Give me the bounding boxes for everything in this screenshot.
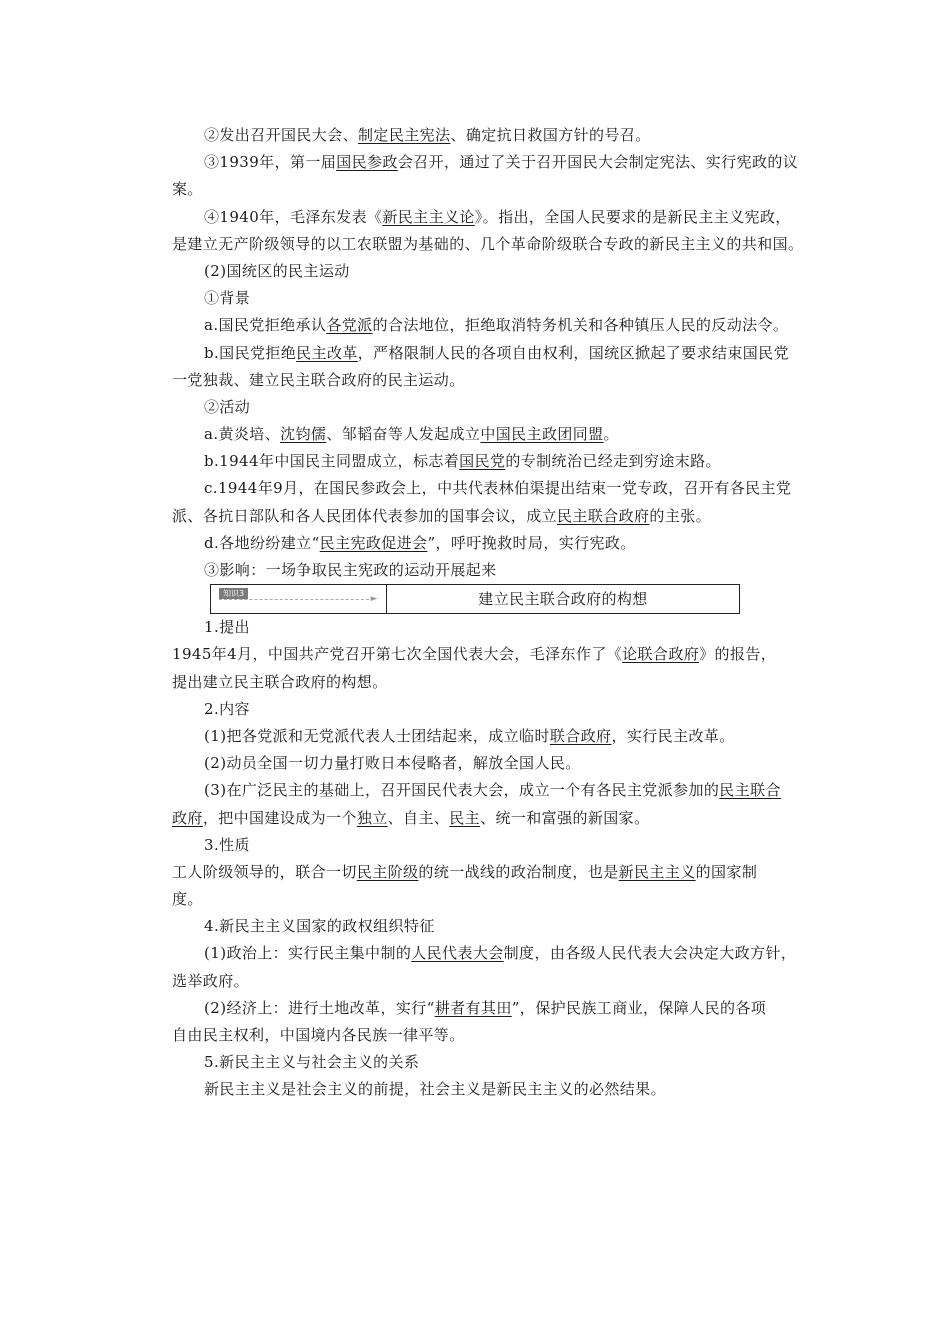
text-run: 4.新民主主义国家的政权组织特征 [204, 917, 435, 936]
text-run: 度。 [172, 890, 203, 909]
text-run: ，实行民主改革。 [611, 726, 735, 745]
underlined-answer: 沈钧儒 [280, 425, 327, 444]
text-run: 提出建立民主联合政府的构想。 [172, 672, 388, 691]
text-run: 的统一战线的政治制度，也是 [418, 862, 619, 881]
text-run: (2)动员全国一切力量打败日本侵略者，解放全国人民。 [204, 754, 581, 773]
text-line [172, 777, 816, 804]
text-run: b.国民党拒绝 [204, 343, 297, 362]
text-run: (1)把各党派和无党派代表人士团结起来，成立临时 [204, 726, 550, 745]
text-run: c.1944年9月，在国民参政会上，中共代表林伯渠提出结束一党专政，召开有各民主党 [204, 479, 792, 498]
text-run: 工人阶级领导的，联合一切 [172, 862, 357, 881]
text-line [172, 968, 816, 995]
text-run: (2)经济上：进行土地改革，实行“ [204, 998, 435, 1017]
text-run: ，严格限制人民的各项自由权利，国统区掀起了要求结束国民党 [357, 343, 789, 362]
text-line [172, 557, 816, 584]
text-line [172, 832, 816, 859]
underlined-answer: 论联合政府 [622, 645, 700, 664]
text-run: a.国民党拒绝承认 [204, 316, 327, 335]
underlined-answer: 中国民主政团同盟 [480, 425, 604, 444]
underlined-answer: 耕者有其田 [434, 998, 512, 1017]
underlined-answer: 民主联合政府 [557, 506, 650, 525]
underlined-answer: 联合政府 [549, 726, 612, 745]
underlined-answer: 制定民主宪法 [358, 126, 451, 144]
text-run: 5.新民主主义与社会主义的关系 [204, 1053, 420, 1072]
text-line [172, 421, 816, 448]
text-run: 》的报告， [699, 645, 777, 664]
text-line [172, 285, 816, 312]
text-line [172, 340, 816, 367]
text-run: 。 [603, 425, 619, 444]
underlined-answer: 国民参政 [336, 153, 398, 172]
text-run: 制度，由各级人民代表大会决定大政方针， [503, 944, 797, 963]
text-line [172, 367, 816, 394]
underlined-answer: 新民主主义 [618, 862, 696, 881]
text-line [172, 503, 816, 530]
underlined-answer: 民主宪政促进会 [319, 533, 428, 552]
text-line [172, 204, 816, 231]
text-run: 会召开，通过了关于召开国民大会制定宪法、实行宪政的议 [397, 153, 799, 172]
underlined-answer: 民主改革 [296, 343, 358, 362]
text-line [172, 913, 816, 940]
text-run: 的专制统治已经走到穷途末路。 [505, 452, 721, 471]
knowledge-tag [211, 585, 387, 613]
text-run: 2.内容 [204, 699, 250, 718]
text-run: (2)国统区的民主运动 [204, 261, 350, 280]
text-run: ③1939年，第一届 [204, 153, 337, 172]
text-line [172, 231, 816, 258]
text-run: ①背景 [204, 289, 251, 308]
text-run: 选举政府。 [172, 971, 250, 990]
text-line [172, 614, 816, 641]
text-line [172, 940, 816, 967]
text-run: (3)在广泛民主的基础上，召开国民代表大会，成立一个有各民主党派参加的 [204, 781, 720, 800]
underlined-answer: 独立 [356, 808, 388, 827]
text-line [172, 149, 816, 176]
text-line [172, 995, 816, 1022]
text-line [172, 750, 816, 777]
text-run: 是建立无产阶级领导的以工农联盟为基础的、几个革命阶级联合专政的新民主主义的共和国。 [172, 234, 804, 253]
knowledge-title: 建立民主联合政府的构想 [478, 590, 648, 609]
text-run: ”，呼吁挽救时局，实行宪政。 [427, 533, 636, 552]
text-run: d.各地纷纷建立“ [204, 533, 320, 552]
text-line [172, 176, 816, 203]
text-line [172, 886, 816, 913]
text-run: 1.提出 [204, 618, 250, 637]
underlined-answer: 政府 [172, 808, 203, 827]
text-line [172, 669, 816, 696]
text-run: ②发出召开国民大会、 [204, 126, 359, 144]
text-run: 、自主、 [387, 808, 450, 827]
text-line [172, 312, 816, 339]
text-line [172, 122, 816, 149]
text-line [172, 859, 816, 886]
underlined-answer: 人民代表大会 [411, 944, 504, 963]
text-run: 一党独裁、建立民主联合政府的民主运动。 [172, 370, 465, 389]
underlined-answer: 民主阶级 [356, 862, 419, 881]
text-run: 自由民主权利，中国境内各民族一律平等。 [172, 1026, 465, 1044]
knowledge-point-header [210, 584, 740, 614]
text-line [172, 1049, 816, 1076]
text-line [172, 530, 816, 557]
text-run: (1)政治上：实行民主集中制的 [204, 944, 412, 963]
text-line [172, 258, 816, 285]
text-run: 、确定抗日救国方针的号召。 [450, 126, 651, 144]
text-run: 的主张。 [649, 506, 712, 525]
text-run: ④1940年，毛泽东发表《 [204, 207, 383, 226]
text-run: 的国家制 [695, 862, 758, 881]
text-line [172, 475, 816, 502]
text-run: 》。指出，全国人民要求的是新民主主义宪政， [474, 207, 791, 226]
text-line [172, 394, 816, 421]
text-line [172, 805, 816, 832]
text-line [172, 696, 816, 723]
underlined-answer: 民主联合 [719, 781, 781, 800]
arrow-icon: ► [370, 594, 378, 605]
section-coalition-government [172, 614, 816, 1103]
text-run: 3.性质 [204, 835, 250, 854]
text-run: 的合法地位，拒绝取消特务机关和各种镇压人民的反动法令。 [372, 316, 789, 335]
text-run: 1945年4月，中国共产党召开第七次全国代表大会，毛泽东作了《 [172, 645, 623, 664]
section-democracy-movement [172, 122, 816, 584]
text-line [172, 1022, 816, 1049]
text-run: ③影响：一场争取民主宪政的运动开展起来 [204, 561, 497, 579]
text-run: ，把中国建设成为一个 [202, 808, 357, 827]
underlined-answer: 各党派 [326, 316, 373, 335]
text-run: b.1944年中国民主同盟成立，标志着 [204, 452, 460, 471]
text-run: 案。 [172, 180, 203, 199]
text-run: 、邹韬奋等人发起成立 [326, 425, 481, 444]
text-run: a.黄炎培、 [204, 425, 281, 444]
text-line [172, 641, 816, 668]
text-run: 新民主主义是社会主义的前提，社会主义是新民主主义的必然结果。 [204, 1080, 667, 1099]
text-line [172, 723, 816, 750]
text-run: 、统一和富强的新国家。 [480, 808, 650, 827]
dashed-arrow-line [219, 599, 374, 600]
underlined-answer: 民主 [449, 808, 481, 827]
underlined-answer: 新民主主义论 [382, 207, 475, 226]
text-run: ②活动 [204, 397, 251, 416]
text-run: 派、各抗日部队和各人民团体代表参加的国事会议，成立 [172, 506, 558, 525]
underlined-answer: 国民党 [459, 452, 506, 471]
text-run: ”，保护民族工商业，保障人民的各项 [511, 998, 767, 1017]
text-line [172, 448, 816, 475]
document-content [172, 122, 816, 1104]
text-line [172, 1076, 816, 1103]
knowledge-badge: 知识3 [219, 588, 248, 599]
